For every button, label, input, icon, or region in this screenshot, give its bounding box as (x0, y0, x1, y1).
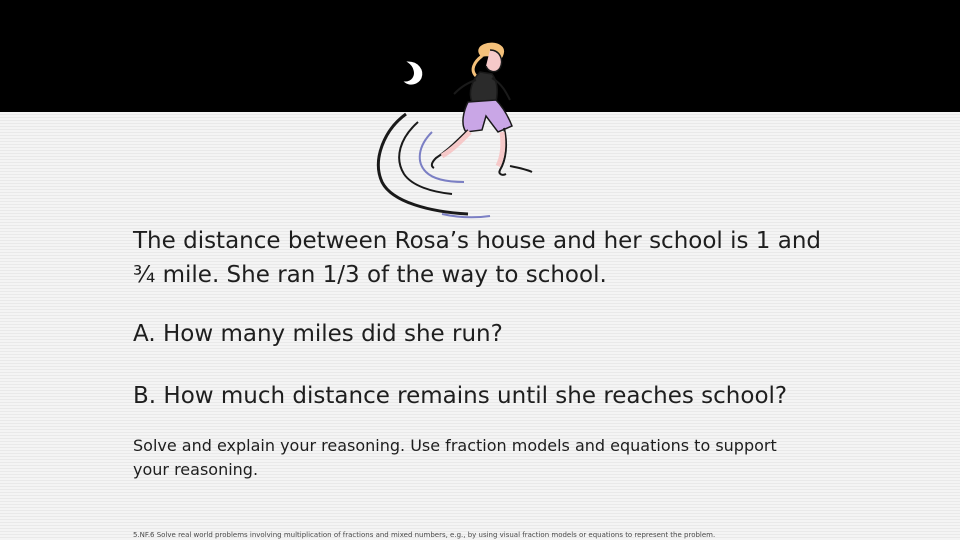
standard-footnote: 5.NF.6 Solve real world problems involving multiplication of fractions and mixed numbers, e.g., by using visual fraction models or equations to represent the problem. (133, 531, 716, 539)
problem-content (133, 224, 833, 482)
instruction-text: Solve and explain your reasoning. Use fraction models and equations to support your reasoning. (133, 436, 777, 479)
question-a: A. How many miles did she run? (133, 321, 503, 347)
problem-statement: The distance between Rosa’s house and her school is 1 and ¾ mile. She ran 1/3 of the way to school. (133, 228, 822, 288)
question-b: B. How much distance remains until she reaches school? (133, 383, 788, 409)
running-woman-illustration (360, 36, 550, 222)
